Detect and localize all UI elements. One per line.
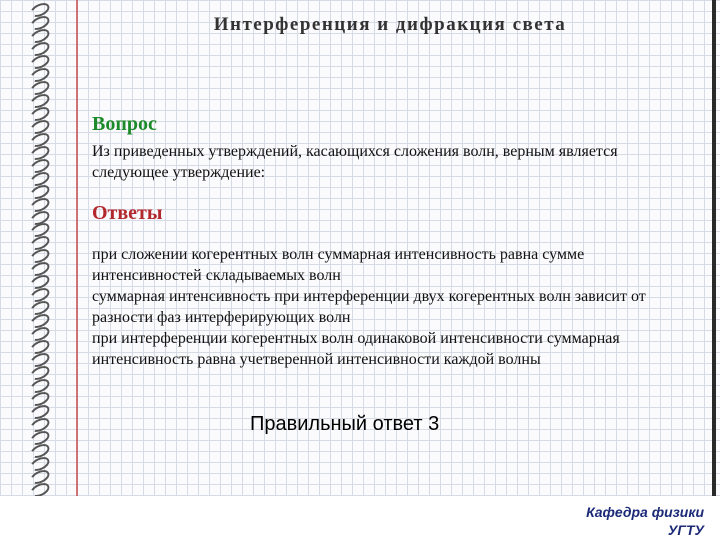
slide-title: Интерференция и дифракция света (213, 14, 567, 35)
department-name: Кафедра физики (586, 504, 704, 520)
answer-option-3[interactable]: при интерференции когерентных волн одинаковой интенсивности суммарная интенсивность равна учетверенной интенсивности каждой волны (92, 330, 620, 368)
university-name: УГТУ (667, 522, 704, 538)
answer-option-1[interactable]: при сложении когерентных волн суммарная интенсивность равна сумме интенсивностей складываемых волн (92, 246, 585, 284)
answers-list (92, 244, 692, 370)
correct-answer-text: Правильный ответ 3 (250, 413, 440, 435)
answers-heading: Ответы (92, 202, 163, 224)
question-text: Из приведенных утверждений, касающихся сложения волн, верным является следующее утверждение: (92, 143, 618, 181)
department-label (586, 503, 704, 539)
right-border (712, 0, 716, 496)
question-heading: Вопрос (92, 113, 157, 135)
spiral-binding-icon (26, 0, 50, 496)
margin-line (76, 0, 78, 496)
answer-option-2[interactable]: суммарная интенсивность при интерференции двух когерентных волн зависит от разности фаз интерферирующих волн (92, 288, 646, 326)
